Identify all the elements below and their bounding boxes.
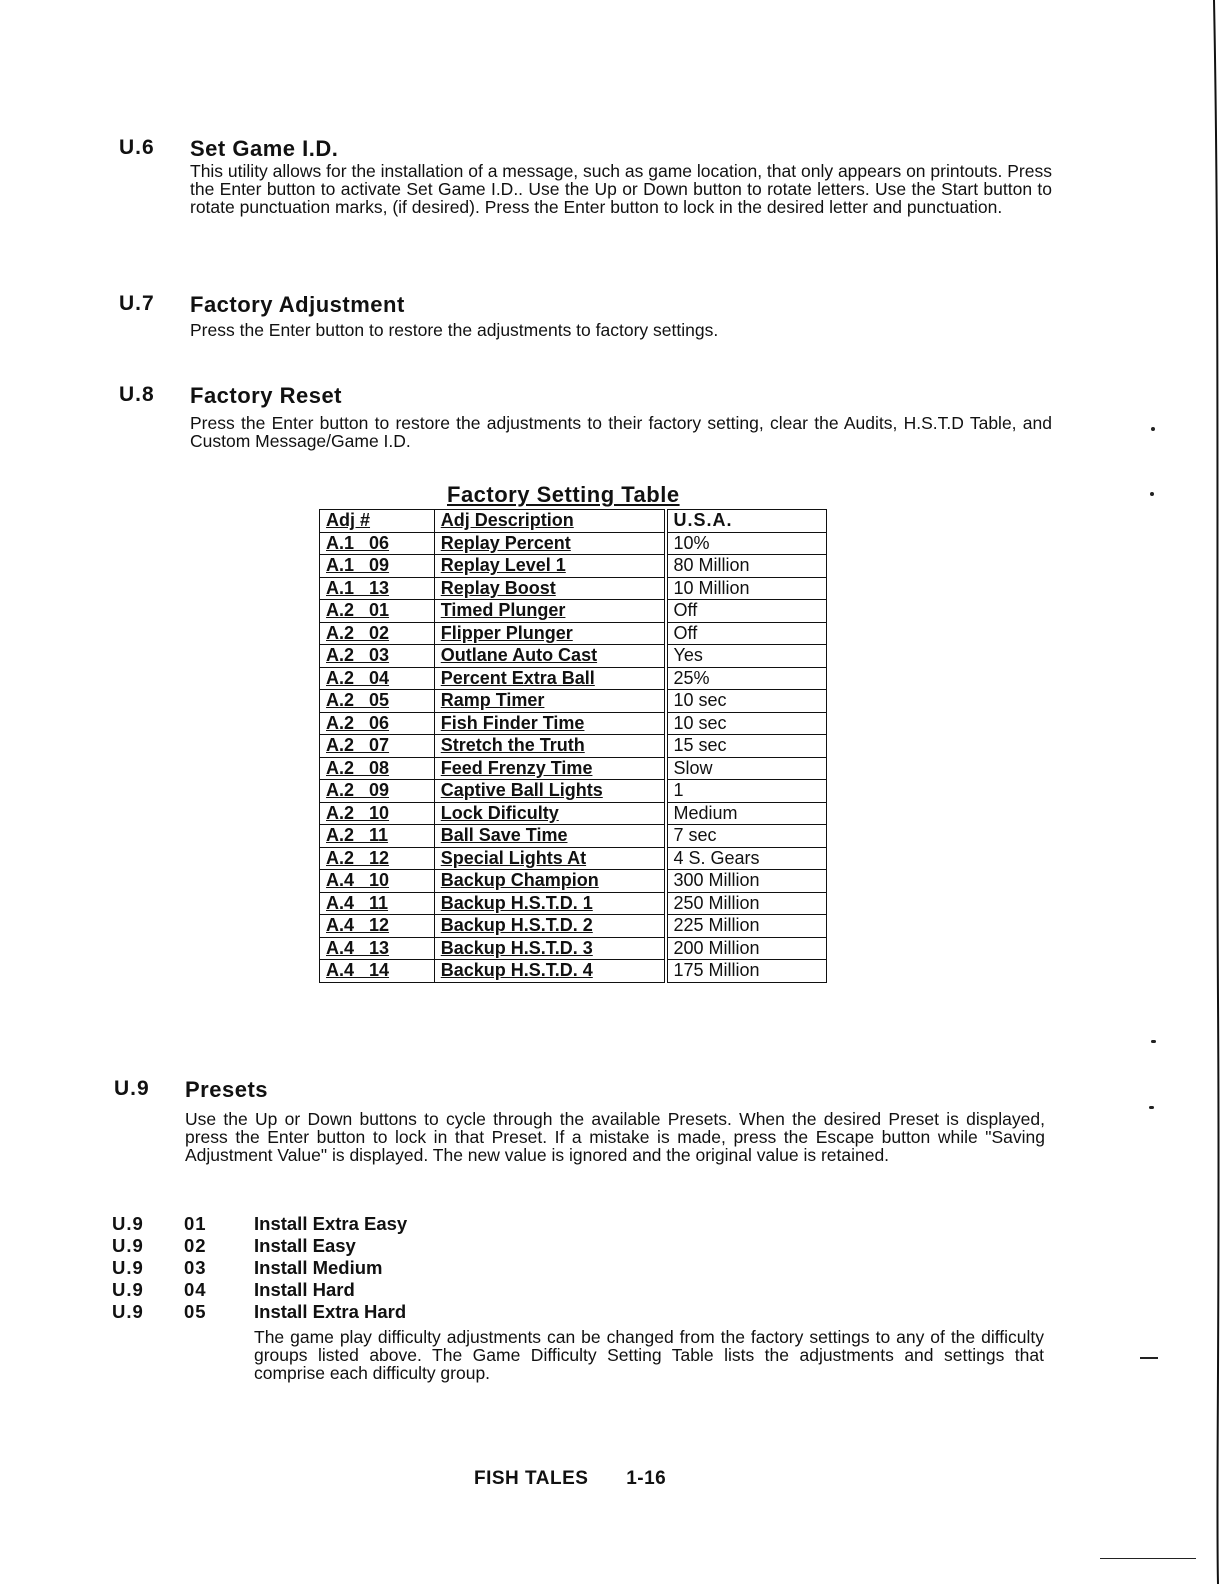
adj-description-cell: Stretch the Truth — [434, 735, 665, 758]
table-row — [320, 870, 827, 893]
preset-label: Install Medium — [254, 1257, 383, 1278]
margin-dot — [1151, 1040, 1156, 1043]
table-row — [320, 712, 827, 735]
adj-number-cell: A.4 13 — [320, 937, 435, 960]
table-row — [320, 847, 827, 870]
preset-label: Install Easy — [254, 1235, 356, 1256]
adj-description-cell: Percent Extra Ball — [434, 667, 665, 690]
table-row — [320, 780, 827, 803]
preset-label: Install Extra Easy — [254, 1213, 408, 1234]
table-row — [320, 892, 827, 915]
section-number-u8: U.8 — [119, 383, 155, 406]
preset-sub-number: 03 — [184, 1257, 207, 1278]
usa-value-cell: 25% — [666, 667, 827, 690]
adj-number-cell: A.2 11 — [320, 825, 435, 848]
header-adj-description: Adj Description — [434, 510, 665, 533]
usa-value-cell: 10 Million — [666, 577, 827, 600]
table-row — [320, 645, 827, 668]
table-row — [320, 600, 827, 623]
adj-description-cell: Feed Frenzy Time — [434, 757, 665, 780]
adj-number-cell: A.2 04 — [320, 667, 435, 690]
usa-value-cell: 300 Million — [666, 870, 827, 893]
adj-description-cell: Replay Boost — [434, 577, 665, 600]
usa-value-cell: 4 S. Gears — [666, 847, 827, 870]
adj-number-cell: A.1 13 — [320, 577, 435, 600]
table-row — [320, 577, 827, 600]
page-edge-shadow — [1196, 0, 1224, 1584]
preset-sub-number: 02 — [184, 1235, 207, 1256]
table-row — [320, 532, 827, 555]
adj-description-cell: Ramp Timer — [434, 690, 665, 713]
adj-description-cell: Flipper Plunger — [434, 622, 665, 645]
preset-code: U.9 — [112, 1279, 144, 1300]
table-row — [320, 735, 827, 758]
adj-description-cell: Fish Finder Time — [434, 712, 665, 735]
usa-value-cell: 15 sec — [666, 735, 827, 758]
table-row — [320, 960, 827, 983]
section-title-set-game-id: Set Game I.D. — [190, 136, 339, 161]
preset-code: U.9 — [112, 1301, 144, 1322]
adj-description-cell: Special Lights At — [434, 847, 665, 870]
margin-dot — [1149, 1106, 1154, 1109]
adj-number-cell: A.2 12 — [320, 847, 435, 870]
usa-value-cell: 175 Million — [666, 960, 827, 983]
table-row — [320, 825, 827, 848]
usa-value-cell: Yes — [666, 645, 827, 668]
preset-code: U.9 — [112, 1257, 144, 1278]
usa-value-cell: 10 sec — [666, 690, 827, 713]
preset-label: Install Hard — [254, 1279, 355, 1300]
adj-description-cell: Replay Level 1 — [434, 555, 665, 578]
adj-description-cell: Backup H.S.T.D. 4 — [434, 960, 665, 983]
usa-value-cell: Off — [666, 600, 827, 623]
section-title-factory-reset: Factory Reset — [190, 383, 343, 408]
table-row — [320, 667, 827, 690]
footer-title: FISH TALES — [474, 1468, 589, 1489]
header-usa: U.S.A. — [666, 510, 827, 533]
section-title-presets: Presets — [185, 1077, 269, 1102]
header-adj-number: Adj # — [320, 510, 435, 533]
page-number: 1-16 — [626, 1468, 667, 1489]
table-header-row — [320, 510, 827, 533]
adj-description-cell: Backup H.S.T.D. 2 — [434, 915, 665, 938]
section-body-factory-reset: Press the Enter button to restore the adjustments to their factory setting, clear the Audits, H.S.T.D Table, and Custom Message/Game I.D. — [190, 413, 1052, 451]
usa-value-cell: 7 sec — [666, 825, 827, 848]
adj-description-cell: Captive Ball Lights — [434, 780, 665, 803]
adj-description-cell: Lock Dificulty — [434, 802, 665, 825]
usa-value-cell: 200 Million — [666, 937, 827, 960]
usa-value-cell: 10 sec — [666, 712, 827, 735]
adj-number-cell: A.4 14 — [320, 960, 435, 983]
preset-label: Install Extra Hard — [254, 1301, 407, 1322]
section-body-factory-adjustment: Press the Enter button to restore the adjustments to factory settings. — [190, 320, 719, 340]
adj-number-cell: A.2 05 — [320, 690, 435, 713]
section-number-u6: U.6 — [119, 136, 155, 159]
table-row — [320, 690, 827, 713]
usa-value-cell: 1 — [666, 780, 827, 803]
section-body-presets: Use the Up or Down buttons to cycle through the available Presets. When the desired Preset is displayed, press the Enter button to lock in that Preset. If a mistake is made, press the Escape button while "Saving Adjustment Value" is displayed. The new value is ignored and the original value is retained. — [185, 1109, 1045, 1165]
factory-setting-table — [319, 509, 827, 983]
page-footer — [474, 1468, 666, 1490]
adj-number-cell: A.2 06 — [320, 712, 435, 735]
preset-code: U.9 — [112, 1213, 144, 1234]
adj-number-cell: A.2 03 — [320, 645, 435, 668]
usa-value-cell: Slow — [666, 757, 827, 780]
margin-dot — [1151, 427, 1155, 431]
usa-value-cell: 80 Million — [666, 555, 827, 578]
adj-description-cell: Backup H.S.T.D. 1 — [434, 892, 665, 915]
adj-description-cell: Backup Champion — [434, 870, 665, 893]
table-row — [320, 802, 827, 825]
section-body-set-game-id: This utility allows for the installation of a message, such as game location, that only appears on printouts. Press the Enter button to activate Set Game I.D.. Use the Up or Down button to rotate letters. Use the Start button to rotate punctuation marks, (if desired). Press the Enter button to lock in the desired letter and punctuation. — [190, 161, 1052, 217]
presets-note: The game play difficulty adjustments can be changed from the factory settings to any of the difficulty groups listed above. The Game Difficulty Setting Table lists the adjustments and settings that comprise each difficulty group. — [254, 1327, 1044, 1383]
table-row — [320, 757, 827, 780]
adj-description-cell: Outlane Auto Cast — [434, 645, 665, 668]
adj-description-cell: Ball Save Time — [434, 825, 665, 848]
adj-number-cell: A.4 11 — [320, 892, 435, 915]
adj-description-cell: Backup H.S.T.D. 3 — [434, 937, 665, 960]
usa-value-cell: Off — [666, 622, 827, 645]
usa-value-cell: 225 Million — [666, 915, 827, 938]
adj-description-cell: Timed Plunger — [434, 600, 665, 623]
section-title-factory-adjustment: Factory Adjustment — [190, 292, 405, 317]
adj-number-cell: A.2 02 — [320, 622, 435, 645]
margin-dot — [1150, 492, 1154, 496]
preset-sub-number: 01 — [184, 1213, 207, 1234]
preset-code: U.9 — [112, 1235, 144, 1256]
usa-value-cell: Medium — [666, 802, 827, 825]
adj-number-cell: A.2 10 — [320, 802, 435, 825]
adj-number-cell: A.4 10 — [320, 870, 435, 893]
factory-setting-table-title: Factory Setting Table — [447, 482, 680, 507]
table-row — [320, 622, 827, 645]
adj-number-cell: A.2 07 — [320, 735, 435, 758]
usa-value-cell: 250 Million — [666, 892, 827, 915]
adj-number-cell: A.2 08 — [320, 757, 435, 780]
adj-number-cell: A.1 09 — [320, 555, 435, 578]
usa-value-cell: 10% — [666, 532, 827, 555]
section-number-u7: U.7 — [119, 292, 155, 315]
margin-dash — [1140, 1357, 1158, 1359]
scan-line — [1100, 1558, 1196, 1559]
adj-number-cell: A.1 06 — [320, 532, 435, 555]
adj-description-cell: Replay Percent — [434, 532, 665, 555]
table-row — [320, 915, 827, 938]
table-row — [320, 555, 827, 578]
preset-sub-number: 05 — [184, 1301, 207, 1322]
adj-number-cell: A.2 09 — [320, 780, 435, 803]
adj-number-cell: A.4 12 — [320, 915, 435, 938]
table-row — [320, 937, 827, 960]
adj-number-cell: A.2 01 — [320, 600, 435, 623]
preset-sub-number: 04 — [184, 1279, 207, 1300]
section-number-u9: U.9 — [114, 1077, 150, 1100]
